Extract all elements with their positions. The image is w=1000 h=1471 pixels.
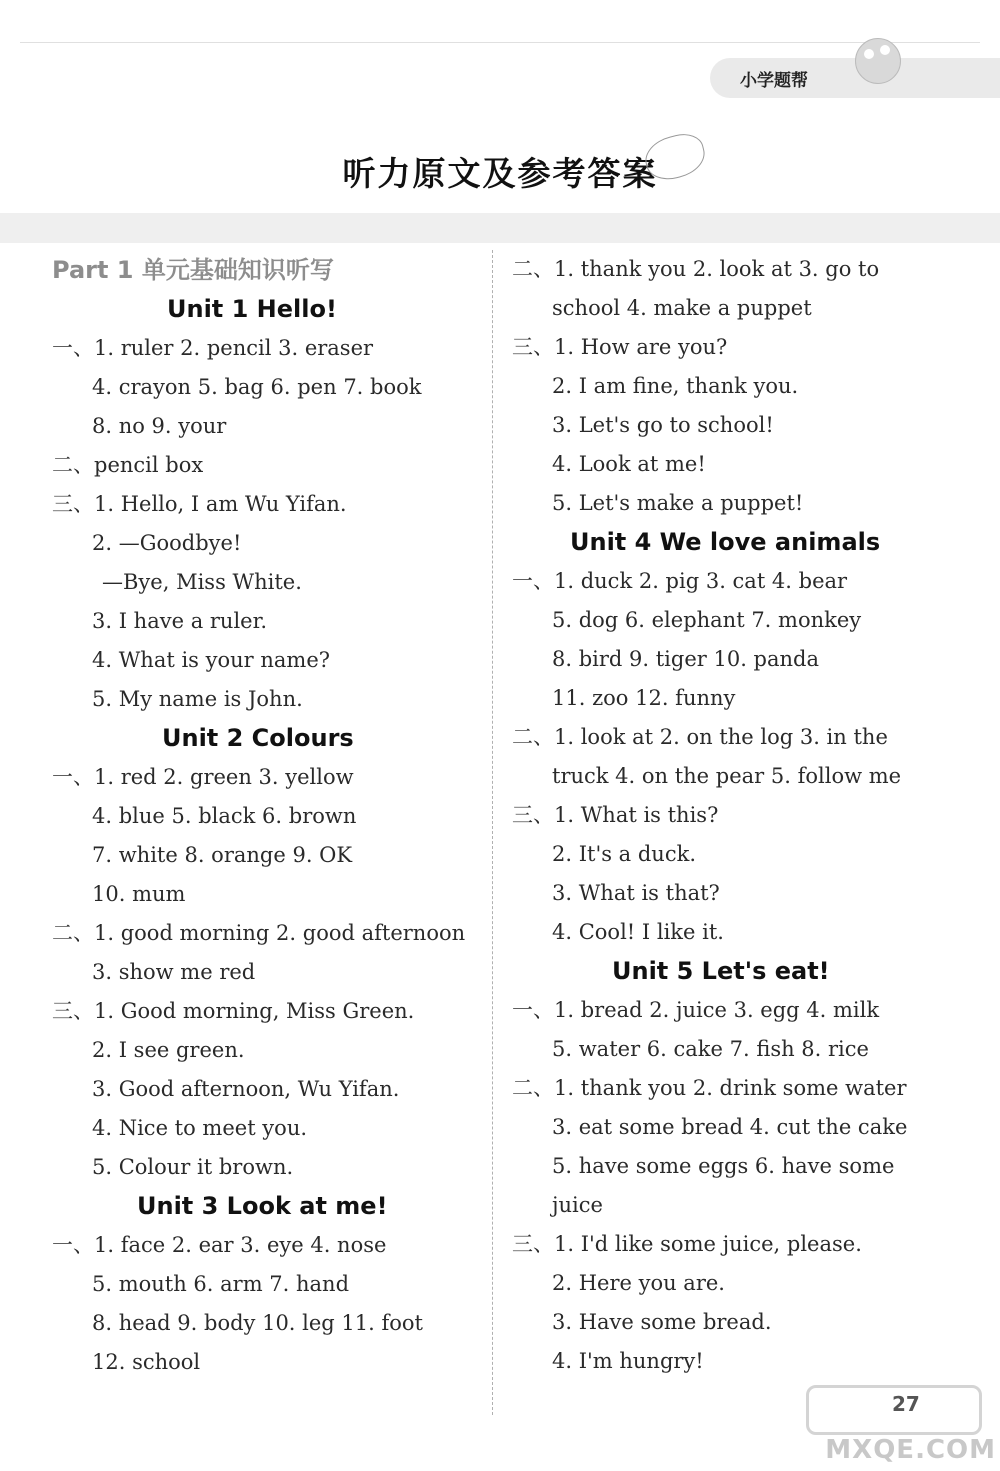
answer-line: 2. It's a duck. <box>552 842 696 866</box>
part-heading: Part 1 单元基础知识听写 <box>52 256 334 284</box>
title-band <box>0 213 1000 243</box>
answer-line: 二、1. thank you 2. look at 3. go to <box>512 257 880 281</box>
answer-line: 5. dog 6. elephant 7. monkey <box>552 608 862 632</box>
watermark-text: MXQE.COM <box>825 1435 996 1465</box>
watermark <box>786 1385 996 1465</box>
answer-line: 二、1. look at 2. on the log 3. in the <box>512 725 888 749</box>
answer-line: 4. What is your name? <box>92 648 331 672</box>
answer-line: 2. Here you are. <box>552 1271 725 1295</box>
answer-line: 一、1. bread 2. juice 3. egg 4. milk <box>512 998 880 1022</box>
page-title: 听力原文及参考答案 <box>342 154 658 193</box>
answer-line: truck 4. on the pear 5. follow me <box>552 764 902 788</box>
answer-line: 3. What is that? <box>552 881 720 905</box>
answer-line: 5. Colour it brown. <box>92 1155 294 1179</box>
answer-line: 三、1. Good morning, Miss Green. <box>52 999 415 1023</box>
answer-line: 3. Good afternoon, Wu Yifan. <box>92 1077 400 1101</box>
top-rule <box>20 42 980 43</box>
answer-line: 4. Look at me! <box>552 452 706 476</box>
answer-line: 8. no 9. your <box>92 414 227 438</box>
unit-5-heading: Unit 5 Let's eat! <box>612 957 830 985</box>
answer-line: 12. school <box>92 1350 201 1374</box>
unit-1-heading: Unit 1 Hello! <box>167 295 337 323</box>
answer-line: 4. Cool! I like it. <box>552 920 724 944</box>
answer-line: 3. Have some bread. <box>552 1310 772 1334</box>
left-column <box>52 250 482 1382</box>
answer-line: 3. Let's go to school! <box>552 413 774 437</box>
answer-line: 8. head 9. body 10. leg 11. foot <box>92 1311 423 1335</box>
answer-line: 三、1. How are you? <box>512 335 728 359</box>
answer-line: 三、1. I'd like some juice, please. <box>512 1232 862 1256</box>
column-divider <box>492 250 493 1415</box>
brand-label: 小学题帮 <box>740 71 808 91</box>
answer-line: 一、1. duck 2. pig 3. cat 4. bear <box>512 569 848 593</box>
answer-line: 一、1. face 2. ear 3. eye 4. nose <box>52 1233 387 1257</box>
answer-line: —Bye, Miss White. <box>102 570 302 594</box>
answer-line: 4. Nice to meet you. <box>92 1116 308 1140</box>
answer-line: 2. —Goodbye! <box>92 531 242 555</box>
unit-4-heading: Unit 4 We love animals <box>570 528 881 556</box>
answer-line: 11. zoo 12. funny <box>552 686 736 710</box>
answer-line: 4. crayon 5. bag 6. pen 7. book <box>92 375 422 399</box>
answer-line: 8. bird 9. tiger 10. panda <box>552 647 820 671</box>
answer-line: 3. show me red <box>92 960 256 984</box>
mushroom-icon <box>855 38 901 84</box>
answer-line: 2. I am fine, thank you. <box>552 374 799 398</box>
answer-line: 5. mouth 6. arm 7. hand <box>92 1272 350 1296</box>
answer-line: 4. blue 5. black 6. brown <box>92 804 357 828</box>
answer-line: 10. mum <box>92 882 186 906</box>
answer-line: 三、1. What is this? <box>512 803 719 827</box>
answer-line: 4. I'm hungry! <box>552 1349 704 1373</box>
answer-line: 二、1. good morning 2. good afternoon <box>52 921 466 945</box>
answer-line: 一、1. red 2. green 3. yellow <box>52 765 354 789</box>
unit-2-heading: Unit 2 Colours <box>162 724 354 752</box>
answer-line: 二、pencil box <box>52 453 204 477</box>
answer-line: 5. have some eggs 6. have some <box>552 1154 895 1178</box>
answer-line: 7. white 8. orange 9. OK <box>92 843 353 867</box>
answer-line: 2. I see green. <box>92 1038 245 1062</box>
answer-line: 三、1. Hello, I am Wu Yifan. <box>52 492 347 516</box>
answer-line: school 4. make a puppet <box>552 296 812 320</box>
page-number: 27 <box>892 1392 920 1416</box>
answer-line: 5. water 6. cake 7. fish 8. rice <box>552 1037 869 1061</box>
unit-3-heading: Unit 3 Look at me! <box>137 1192 388 1220</box>
answer-line: juice <box>552 1193 603 1217</box>
watermark-logo-icon <box>806 1385 982 1435</box>
answer-line: 3. I have a ruler. <box>92 609 268 633</box>
right-column <box>512 250 962 1381</box>
answer-line: 一、1. ruler 2. pencil 3. eraser <box>52 336 374 360</box>
answer-line: 5. Let's make a puppet! <box>552 491 804 515</box>
answer-line: 3. eat some bread 4. cut the cake <box>552 1115 908 1139</box>
answer-line: 5. My name is John. <box>92 687 303 711</box>
brand-banner <box>710 58 1000 98</box>
answer-line: 二、1. thank you 2. drink some water <box>512 1076 907 1100</box>
